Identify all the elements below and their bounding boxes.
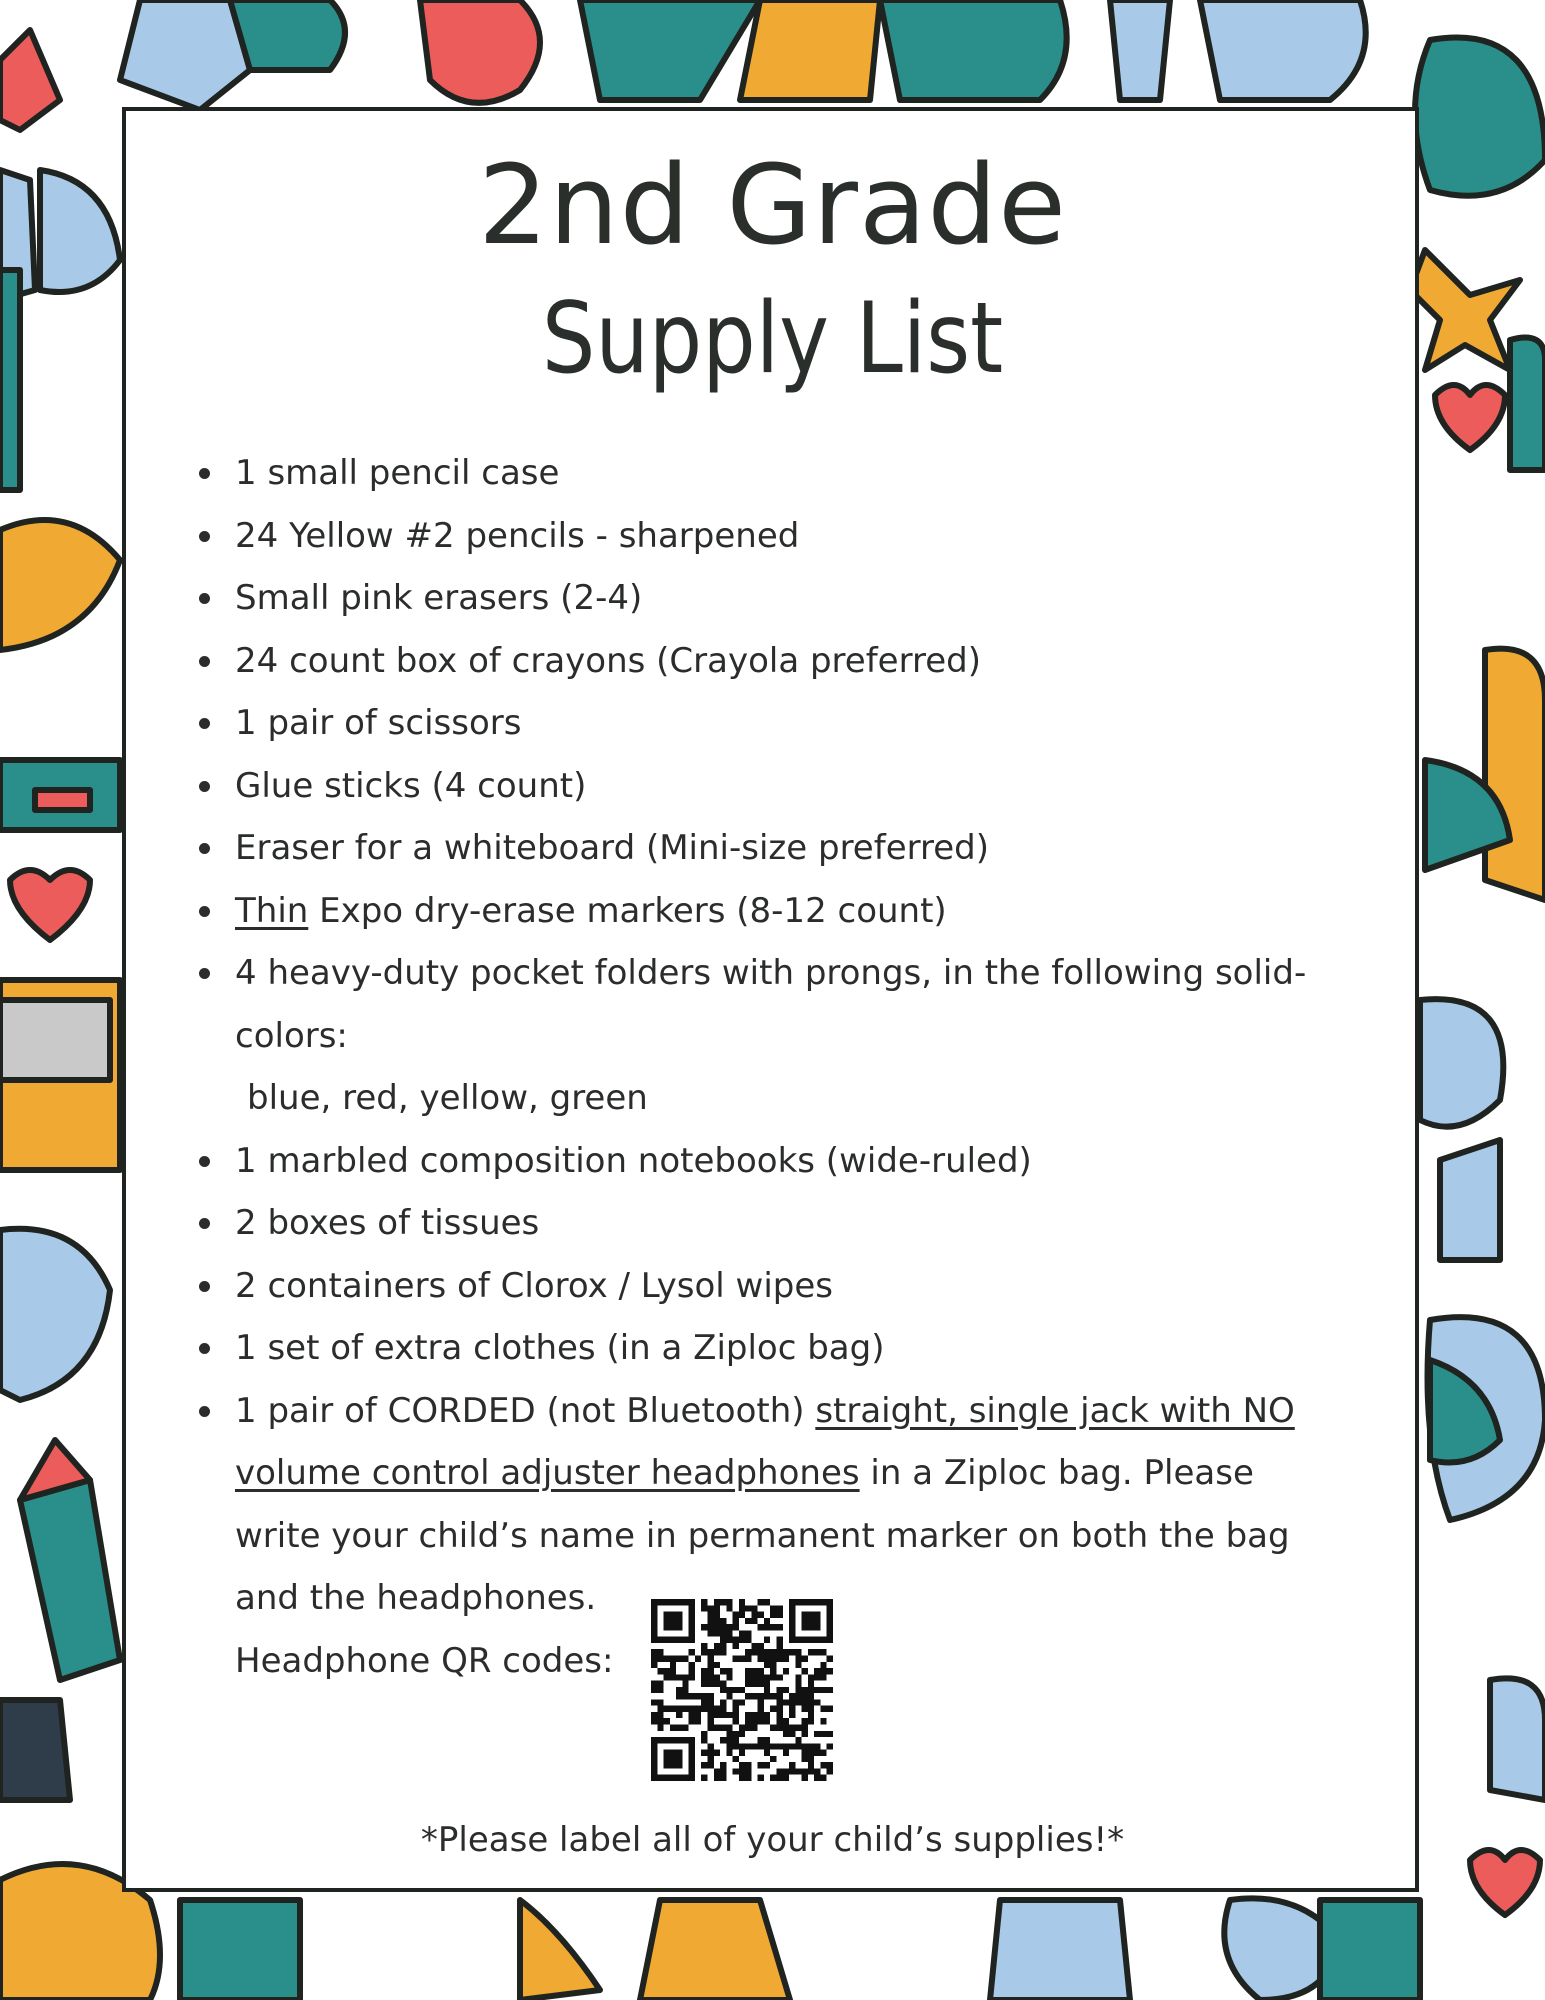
footer-note: *Please label all of your child’s supplies!*	[420, 1820, 1125, 1860]
list-item	[193, 1380, 1373, 1443]
qr-label: Headphone QR codes:	[235, 1640, 614, 1681]
page-title-supply-list: Supply List	[541, 282, 1004, 396]
list-item-continuation: and the headphones.	[235, 1578, 597, 1618]
list-item-text: Expo dry-erase markers (8-12 count)	[308, 890, 947, 931]
list-item	[193, 880, 1373, 943]
list-item: 1 small pencil case	[193, 442, 1373, 505]
list-item-text: in a Ziploc bag. Please	[859, 1453, 1254, 1493]
headphone-qr-code[interactable]	[651, 1599, 833, 1781]
list-item-continuation: write your child’s name in permanent marker on both the bag	[235, 1515, 1290, 1556]
list-item: 24 Yellow #2 pencils - sharpened	[193, 505, 1373, 568]
headphone-requirement: straight, single jack with NO	[815, 1390, 1295, 1431]
list-item: 1 pair of scissors	[193, 692, 1373, 755]
list-item-continuation	[193, 1442, 1373, 1505]
list-item: 1 set of extra clothes (in a Ziploc bag)	[193, 1317, 1373, 1380]
emphasis-thin: Thin	[235, 890, 309, 931]
headphone-requirement: volume control adjuster headphones	[235, 1453, 860, 1493]
list-item-continuation: colors:	[235, 1015, 348, 1056]
list-item: 1 marbled composition notebooks (wide-ruled)	[193, 1130, 1373, 1193]
list-item: 4 heavy-duty pocket folders with prongs, in the following solid-	[193, 942, 1373, 1005]
list-item: Glue sticks (4 count)	[193, 755, 1373, 818]
list-item-text: 1 pair of CORDED (not Bluetooth)	[235, 1390, 816, 1431]
list-item-continuation: blue, red, yellow, green	[247, 1078, 648, 1118]
page-title-grade: 2nd Grade	[478, 141, 1067, 269]
supply-list	[193, 442, 1373, 1692]
list-item: 2 boxes of tissues	[193, 1192, 1373, 1255]
list-item: 24 count box of crayons (Crayola preferred)	[193, 630, 1373, 693]
list-item: Small pink erasers (2-4)	[193, 567, 1373, 630]
list-item: 2 containers of Clorox / Lysol wipes	[193, 1255, 1373, 1318]
list-item: Eraser for a whiteboard (Mini-size preferred)	[193, 817, 1373, 880]
